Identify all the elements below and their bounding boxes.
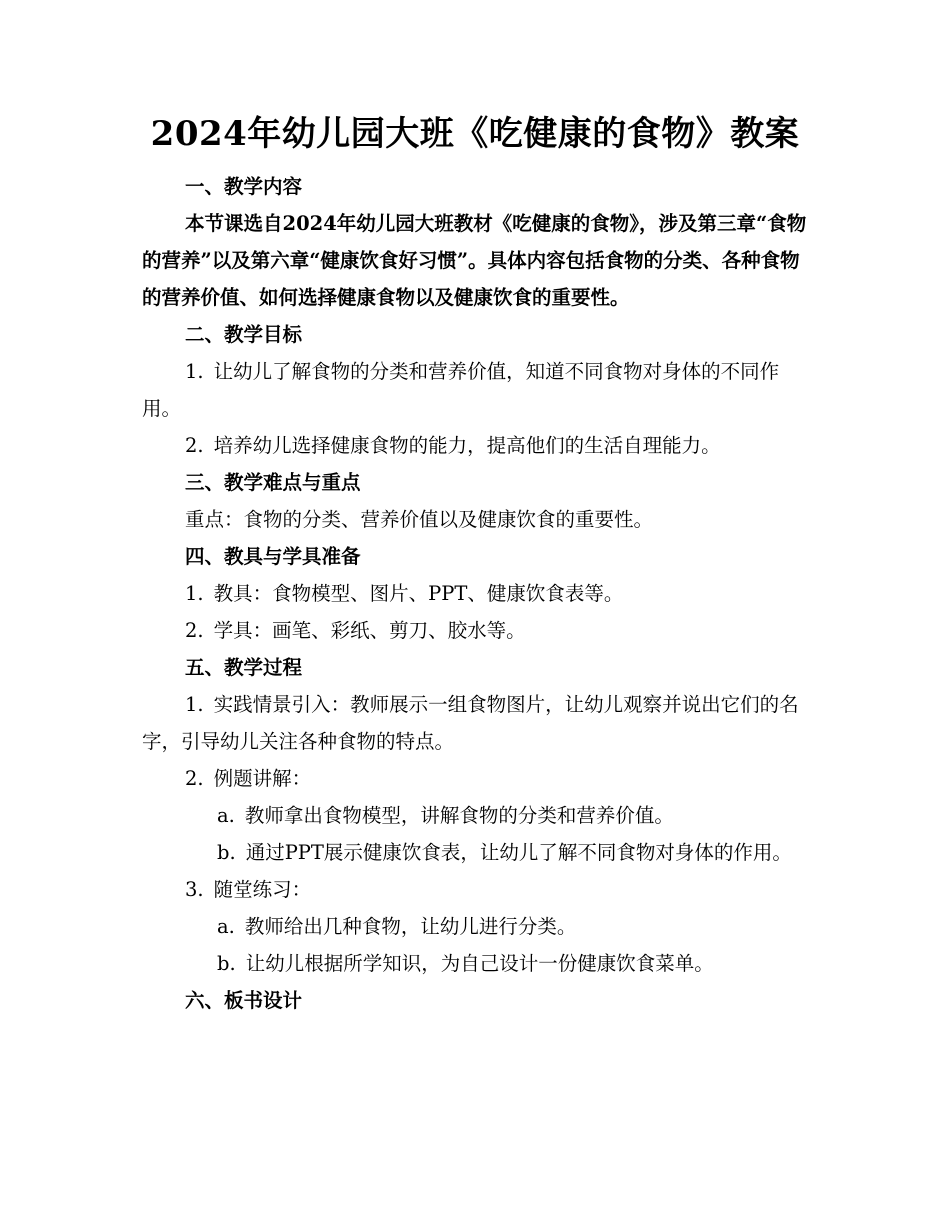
process-step xyxy=(142,760,808,797)
materials-text: 教具：食物模型、图片、PPT、健康饮食表等。 xyxy=(213,582,624,605)
process-substep xyxy=(142,834,808,871)
process-substep-letter: b. xyxy=(217,952,236,975)
process-step-text: 例题讲解： xyxy=(213,767,312,790)
process-step-number: 3. xyxy=(185,878,204,901)
process-substep-text: 通过PPT展示健康饮食表，让幼儿了解不同食物对身体的作用。 xyxy=(245,841,792,864)
process-substep-text: 让幼儿根据所学知识，为自己设计一份健康饮食菜单。 xyxy=(245,952,714,975)
process-substep xyxy=(142,797,808,834)
process-substep-text: 教师拿出食物模型，讲解食物的分类和营养价值。 xyxy=(244,804,674,827)
goal-text: 让幼儿了解食物的分类和营养价值，知道不同食物对身体的不同作用。 xyxy=(142,360,780,420)
section-heading-teaching-process: 五、教学过程 xyxy=(185,656,303,679)
process-substep-letter: a. xyxy=(217,804,235,827)
goal-text: 培养幼儿选择健康食物的能力，提高他们的生活自理能力。 xyxy=(213,434,721,457)
process-substep-text: 教师给出几种食物，让幼儿进行分类。 xyxy=(244,915,577,938)
section-heading-teaching-content: 一、教学内容 xyxy=(185,175,303,198)
section-heading-teaching-goals: 二、教学目标 xyxy=(185,323,303,346)
materials-text: 学具：画笔、彩纸、剪刀、胶水等。 xyxy=(213,619,526,642)
process-step-text: 实践情景引入：教师展示一组食物图片，让幼儿观察并说出它们的名字，引导幼儿关注各种食物的特点。 xyxy=(142,693,799,753)
materials-number: 2. xyxy=(185,619,204,642)
materials-number: 1. xyxy=(185,582,204,605)
section-heading-board-design: 六、板书设计 xyxy=(185,989,303,1012)
materials-item xyxy=(142,612,808,649)
process-step xyxy=(142,686,808,760)
teaching-content-paragraph: 本节课选自2024年幼儿园大班教材《吃健康的食物》，涉及第三章“食物的营养”以及第六章“健康饮食好习惯”。具体内容包括食物的分类、各种食物的营养价值、如何选择健康食物以及健康饮食的重要性。 xyxy=(142,212,807,309)
document-title: 2024年幼儿园大班《吃健康的食物》教案 xyxy=(150,114,800,154)
process-substep-letter: a. xyxy=(217,915,235,938)
process-substep-letter: b. xyxy=(217,841,236,864)
section-heading-materials: 四、教具与学具准备 xyxy=(185,545,361,568)
document-body xyxy=(142,168,808,1019)
materials-item xyxy=(142,575,808,612)
goal-item xyxy=(142,353,808,427)
process-step-number: 1. xyxy=(185,693,204,716)
goal-item xyxy=(142,427,808,464)
process-step-number: 2. xyxy=(185,767,204,790)
goal-number: 1. xyxy=(185,360,204,383)
process-step-text: 随堂练习： xyxy=(213,878,312,901)
key-points-paragraph: 重点：食物的分类、营养价值以及健康饮食的重要性。 xyxy=(185,508,654,531)
process-step xyxy=(142,871,808,908)
section-heading-key-points: 三、教学难点与重点 xyxy=(185,471,361,494)
process-substep xyxy=(142,908,808,945)
goal-number: 2. xyxy=(185,434,204,457)
process-substep xyxy=(142,945,808,982)
